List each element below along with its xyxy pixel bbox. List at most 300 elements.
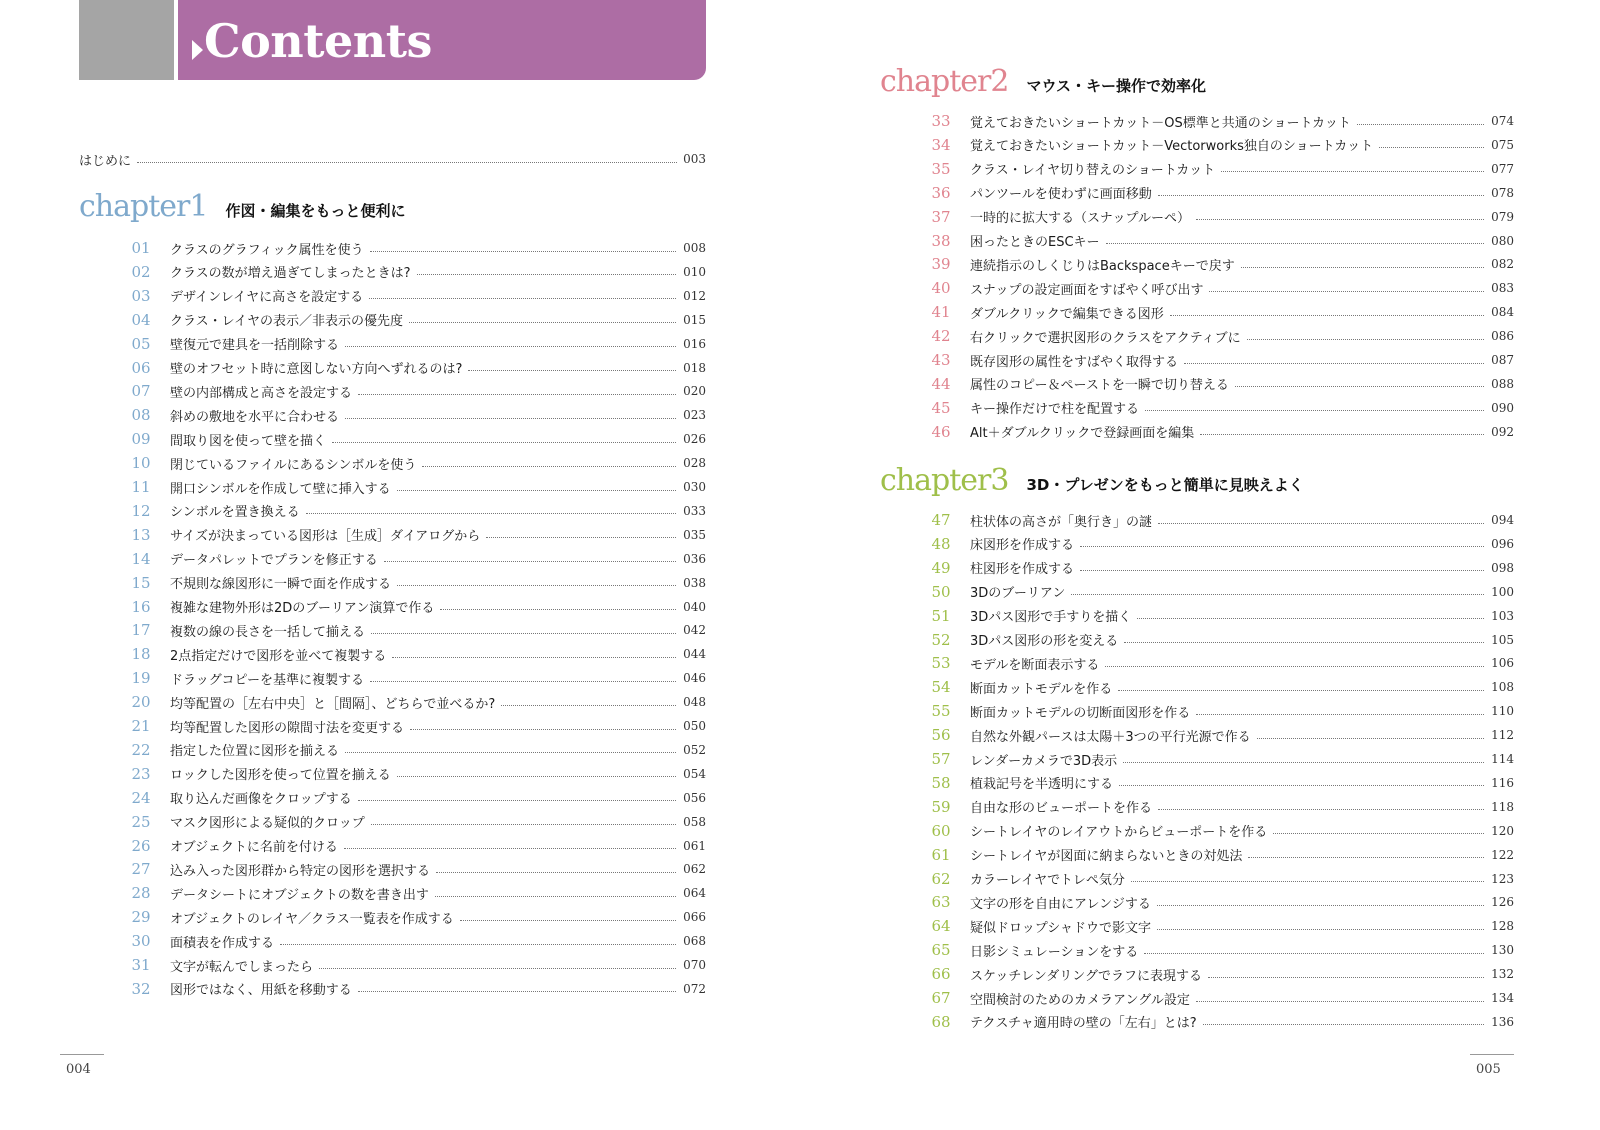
- toc-entry[interactable]: [120, 931, 706, 951]
- toc-entry[interactable]: [120, 477, 706, 497]
- leader-dots: [1124, 642, 1484, 643]
- toc-entry[interactable]: [120, 740, 706, 760]
- toc-entry-page: 086: [1491, 329, 1514, 344]
- toc-entry-number: 07: [131, 382, 151, 401]
- leader-dots: [410, 729, 676, 730]
- toc-entry-title: マスク図形による疑似的クロップ: [170, 816, 365, 832]
- toc-entry-number: 63: [931, 893, 951, 912]
- toc-entry[interactable]: [120, 812, 706, 832]
- toc-entry-page: 036: [683, 551, 706, 566]
- toc-entry-number: 24: [131, 788, 151, 807]
- toc-entry[interactable]: [920, 653, 1514, 673]
- page-number-left: 004: [66, 1062, 91, 1077]
- leader-dots: [137, 162, 677, 163]
- leader-dots: [369, 298, 676, 299]
- toc-entry-page: 010: [683, 264, 706, 279]
- toc-entry-number: 21: [131, 717, 151, 735]
- toc-entry-number: 01: [131, 239, 151, 257]
- toc-entry-page: 087: [1491, 353, 1514, 367]
- leader-dots: [1257, 738, 1484, 739]
- toc-entry-number: 58: [931, 773, 951, 792]
- toc-entry-number: 17: [131, 621, 151, 640]
- toc-entry[interactable]: [120, 262, 706, 282]
- toc-entry-title: 3Dパス図形で手すりを描く: [970, 610, 1132, 626]
- toc-entry[interactable]: [920, 845, 1514, 865]
- toc-entry-number: 26: [131, 836, 151, 855]
- leader-dots: [344, 848, 676, 849]
- toc-entry[interactable]: [120, 549, 706, 569]
- toc-entry-page: 042: [683, 623, 706, 638]
- toc-entry-page: 108: [1491, 680, 1514, 695]
- leader-dots: [306, 513, 676, 514]
- toc-entry-number: 54: [931, 678, 951, 697]
- toc-entry-title: クラスのグラフィック属性を使う: [170, 242, 364, 258]
- header-gray-block: [79, 0, 174, 80]
- toc-entry-number: 23: [131, 764, 151, 783]
- leader-dots: [1203, 1024, 1484, 1025]
- toc-entry-number: 02: [131, 262, 151, 281]
- toc-entry-number: 61: [931, 845, 951, 864]
- toc-entry-number: 18: [131, 645, 151, 664]
- triangle-bullet-icon: [192, 40, 203, 60]
- toc-entry-page: 062: [683, 862, 706, 877]
- toc-entry-title: 2点指定だけで図形を並べて複製する: [170, 648, 387, 664]
- toc-entry-title: スケッチレンダリングでラフに表現する: [970, 968, 1202, 984]
- toc-entry[interactable]: [920, 940, 1514, 960]
- toc-entry[interactable]: [920, 964, 1514, 984]
- chapter-heading-3: [880, 463, 1304, 498]
- toc-entry-title: 斜めの敷地を水平に合わせる: [170, 409, 340, 425]
- toc-entry-page: 058: [683, 814, 706, 829]
- toc-entry[interactable]: [920, 558, 1514, 578]
- toc-entry-page: 084: [1491, 305, 1514, 320]
- toc-entry-page: 088: [1491, 376, 1514, 391]
- toc-entry[interactable]: [920, 207, 1514, 227]
- toc-entry-page: 134: [1491, 991, 1514, 1005]
- toc-entry-title: スナップの設定画面をすばやく呼び出す: [970, 282, 1204, 298]
- leader-dots: [1273, 833, 1484, 834]
- toc-entry[interactable]: [920, 326, 1514, 346]
- toc-entry-page: 078: [1491, 185, 1514, 200]
- toc-entry-number: 14: [131, 549, 151, 568]
- toc-entry-page: 123: [1491, 871, 1514, 886]
- toc-entry-number: 43: [931, 351, 951, 369]
- toc-entry[interactable]: [920, 183, 1514, 203]
- toc-entry-page: 068: [683, 934, 706, 949]
- toc-entry-title: 壁の内部構成と高さを設定する: [170, 385, 353, 401]
- toc-entry-title: 一時的に拡大する（スナップルーペ）: [970, 211, 1190, 227]
- toc-entry-page: 026: [683, 432, 706, 447]
- leader-dots: [1184, 363, 1484, 364]
- toc-entry-title: 連続指示のしくじりはBackspaceキーで戻す: [970, 258, 1235, 274]
- toc-entry-page: 018: [683, 360, 706, 375]
- toc-entry[interactable]: [120, 597, 706, 617]
- toc-entry[interactable]: [120, 429, 706, 449]
- toc-entry-number: 59: [931, 797, 951, 816]
- leader-dots: [345, 752, 676, 753]
- toc-entry-page: 094: [1491, 513, 1514, 527]
- toc-entry-title: 困ったときのESCキー: [970, 235, 1100, 250]
- toc-entry[interactable]: [120, 668, 706, 688]
- leader-dots: [1123, 762, 1484, 763]
- toc-entry-number: 47: [931, 511, 951, 529]
- leader-dots: [1157, 905, 1484, 906]
- leader-dots: [280, 944, 676, 945]
- toc-entry-page: 030: [683, 480, 706, 494]
- toc-entry[interactable]: [920, 231, 1514, 251]
- leader-dots: [1196, 714, 1484, 715]
- toc-entry-page: 016: [683, 336, 706, 351]
- toc-entry-page: 105: [1491, 632, 1514, 647]
- leader-dots: [1137, 618, 1484, 619]
- toc-entry-number: 49: [931, 558, 951, 577]
- toc-entry-number: 65: [931, 941, 951, 960]
- leader-dots: [1119, 785, 1484, 786]
- leader-dots: [1208, 977, 1484, 978]
- toc-entry[interactable]: [120, 859, 706, 879]
- toc-entry[interactable]: [920, 159, 1514, 179]
- toc-entry[interactable]: [920, 510, 1514, 530]
- toc-entry-title: 図形ではなく、用紙を移動する: [170, 983, 352, 999]
- leader-dots: [397, 776, 676, 777]
- leader-dots: [1106, 243, 1484, 244]
- toc-entry-title: ドラッグコピーを基準に複製する: [170, 672, 364, 688]
- toc-entry[interactable]: [120, 979, 706, 999]
- chapter-title: 作図・編集をもっと便利に: [225, 202, 406, 220]
- toc-entry-title: 開口シンボルを作成して壁に挿入する: [170, 481, 391, 497]
- toc-entry-page: 106: [1491, 656, 1514, 671]
- toc-entry-title: データパレットでプランを修正する: [170, 553, 378, 569]
- leader-dots: [1158, 195, 1484, 196]
- toc-entry-title: 文字が転んでしまったら: [170, 959, 314, 975]
- toc-entry-page: 122: [1491, 847, 1514, 862]
- toc-entry-page: 046: [683, 671, 706, 686]
- leader-dots: [358, 800, 676, 801]
- toc-entry-number: 12: [131, 501, 151, 520]
- toc-entry-page: 054: [683, 766, 706, 781]
- toc-entry-number: 35: [931, 159, 951, 178]
- toc-entry-page: 072: [683, 981, 706, 996]
- toc-entry[interactable]: [120, 238, 706, 258]
- toc-entry-number: 46: [931, 422, 951, 441]
- toc-entry[interactable]: [920, 797, 1514, 817]
- toc-entry[interactable]: [920, 821, 1514, 841]
- chapter-word: chapter2: [880, 64, 1009, 99]
- toc-entry-page: 116: [1491, 775, 1514, 790]
- leader-dots: [1357, 124, 1484, 125]
- toc-entry-title: 柱状体の高さが「奥行き」の謎: [970, 514, 1153, 530]
- toc-entry-number: 28: [131, 884, 151, 903]
- leader-dots: [345, 346, 676, 347]
- leader-dots: [1196, 219, 1484, 220]
- toc-entry-number: 60: [931, 821, 951, 840]
- toc-entry-title: 既存図形の属性をすばやく取得する: [970, 354, 1179, 370]
- toc-entry[interactable]: [920, 988, 1514, 1008]
- toc-entry-number: 04: [131, 310, 151, 329]
- toc-entry-page: 020: [683, 384, 706, 399]
- toc-entry[interactable]: [920, 1012, 1514, 1032]
- leader-dots: [1105, 666, 1484, 667]
- folio-rule-right: [1470, 1054, 1514, 1055]
- toc-entry-number: 50: [931, 582, 951, 601]
- page-title: Contents: [204, 14, 432, 68]
- toc-entry-title: 複数の線の長さを一括して揃える: [170, 624, 366, 640]
- toc-entry-title: 間取り図を使って壁を描く: [170, 433, 327, 449]
- toc-entry-title: 複雑な建物外形は2Dのブーリアン演算で作る: [170, 601, 435, 616]
- toc-entry-title: レンダーカメラで3D表示: [970, 753, 1118, 769]
- leader-dots: [1379, 147, 1484, 148]
- chapter-title: 3D・プレゼンをもっと簡単に見映えよく: [1026, 476, 1304, 494]
- toc-entry-number: 40: [931, 279, 951, 298]
- toc-entry[interactable]: [120, 955, 706, 975]
- toc-entry-title: テクスチャ適用時の壁の「左右」とは?: [970, 1016, 1197, 1032]
- toc-entry-title: 均等配置した図形の隙間寸法を変更する: [170, 720, 405, 736]
- toc-entry-page: 130: [1491, 943, 1514, 958]
- toc-entry-page: 040: [683, 599, 706, 614]
- toc-entry-number: 25: [131, 812, 151, 831]
- toc-entry-number: 41: [931, 303, 951, 322]
- leader-dots: [1221, 171, 1484, 172]
- toc-entry[interactable]: [920, 302, 1514, 322]
- toc-entry-title: クラス・レイヤの表示／非表示の優先度: [170, 314, 403, 330]
- folio-rule-left: [60, 1054, 104, 1055]
- toc-entry-page: 077: [1491, 161, 1514, 176]
- leader-dots: [371, 633, 676, 634]
- toc-entry-number: 10: [131, 454, 151, 473]
- toc-entry[interactable]: [120, 286, 706, 306]
- toc-entry-page: 038: [683, 575, 706, 590]
- toc-entry[interactable]: [920, 582, 1514, 602]
- toc-entry-title: 込み入った図形群から特定の図形を選択する: [170, 863, 431, 879]
- leader-dots: [1080, 546, 1484, 547]
- toc-entry[interactable]: [920, 749, 1514, 769]
- toc-entry[interactable]: [120, 358, 706, 378]
- toc-entry[interactable]: [920, 398, 1514, 418]
- toc-entry[interactable]: [120, 573, 706, 593]
- toc-entry[interactable]: [120, 310, 706, 330]
- toc-entry-number: 33: [931, 112, 951, 130]
- toc-entry-page: 064: [683, 886, 706, 901]
- toc-entry[interactable]: [920, 677, 1514, 697]
- toc-entry[interactable]: [120, 453, 706, 473]
- toc-entry-number: 09: [131, 430, 151, 449]
- toc-entry-number: 05: [131, 334, 151, 353]
- toc-entry-title: 閉じているファイルにあるシンボルを使う: [170, 457, 417, 473]
- toc-entry-page: 080: [1491, 233, 1514, 248]
- leader-dots: [384, 561, 676, 562]
- leader-dots: [1118, 690, 1484, 691]
- toc-entry-page: 114: [1491, 752, 1514, 766]
- toc-entry-title: オブジェクトのレイヤ／クラス一覧表を作成する: [170, 911, 454, 927]
- leader-dots: [1145, 410, 1484, 411]
- toc-entry[interactable]: [920, 606, 1514, 626]
- toc-entry-page: 050: [683, 719, 706, 733]
- toc-entry-page: 110: [1491, 704, 1514, 719]
- toc-entry[interactable]: [920, 422, 1514, 442]
- toc-entry[interactable]: [120, 883, 706, 903]
- toc-entry[interactable]: [920, 630, 1514, 650]
- toc-entry-title: 断面カットモデルを作る: [970, 681, 1113, 697]
- toc-entry[interactable]: [120, 764, 706, 784]
- toc-entry-number: 31: [131, 956, 151, 974]
- chapter-word: chapter1: [79, 189, 208, 224]
- toc-entry-number: 62: [931, 869, 951, 888]
- leader-dots: [436, 872, 676, 873]
- leader-dots: [440, 609, 676, 610]
- toc-entry-title: シンボルを置き換える: [170, 505, 300, 521]
- toc-entry[interactable]: [920, 916, 1514, 936]
- toc-entry-page: 035: [683, 527, 706, 542]
- leader-dots: [345, 418, 676, 419]
- toc-entry-number: 34: [931, 135, 951, 154]
- toc-entry[interactable]: [920, 725, 1514, 745]
- toc-entry[interactable]: [920, 773, 1514, 793]
- toc-entry-number: 53: [931, 654, 951, 673]
- leader-dots: [501, 705, 676, 706]
- chapter-heading-2: [880, 64, 1207, 99]
- leader-dots: [1196, 1001, 1484, 1002]
- leader-dots: [1241, 267, 1484, 268]
- leader-dots: [1158, 809, 1484, 810]
- leader-dots: [370, 251, 676, 252]
- toc-entry-title: モデルを断面表示する: [970, 657, 1100, 673]
- page-number-right: 005: [1476, 1062, 1501, 1077]
- toc-entry-number: 06: [131, 358, 151, 377]
- toc-entry-title: 日影シミュレーションをする: [970, 944, 1139, 960]
- toc-entry[interactable]: [920, 374, 1514, 394]
- toc-entry-page: 044: [683, 647, 706, 662]
- toc-entry-page: 136: [1491, 1014, 1514, 1029]
- toc-entry-title: 壁のオフセット時に意図しない方向へずれるのは?: [170, 362, 463, 377]
- toc-entry[interactable]: [120, 788, 706, 808]
- toc-entry-number: 19: [131, 669, 151, 688]
- toc-entry-page: 012: [683, 288, 706, 303]
- toc-entry-number: 27: [131, 860, 151, 879]
- toc-intro-row[interactable]: [79, 150, 706, 168]
- toc-entry[interactable]: [120, 620, 706, 640]
- toc-entry-page: 023: [683, 408, 706, 423]
- toc-entry-title: 面積表を作成する: [170, 935, 275, 951]
- toc-entry-page: 033: [683, 503, 706, 518]
- leader-dots: [1080, 570, 1484, 571]
- toc-entry-number: 64: [931, 917, 951, 936]
- toc-entry[interactable]: [120, 405, 706, 425]
- leader-dots: [468, 370, 676, 371]
- toc-entry-number: 11: [131, 478, 151, 496]
- toc-entry[interactable]: [120, 644, 706, 664]
- toc-entry-number: 38: [931, 231, 951, 250]
- toc-entry-number: 39: [931, 255, 951, 274]
- toc-entry-title: 取り込んだ画像をクロップする: [170, 792, 352, 808]
- toc-entry[interactable]: [920, 350, 1514, 370]
- toc-entry-title: 断面カットモデルの切断面図形を作る: [970, 705, 1191, 721]
- toc-entry-title: 植栽記号を半透明にする: [970, 777, 1114, 793]
- toc-entry-page: 075: [1491, 137, 1514, 152]
- chapter-heading-1: [79, 189, 406, 224]
- toc-entry-page: 061: [683, 838, 706, 853]
- toc-entry-title: オブジェクトに名前を付ける: [170, 840, 338, 855]
- toc-entry[interactable]: [920, 869, 1514, 889]
- toc-entry[interactable]: [920, 254, 1514, 274]
- leader-dots: [1144, 953, 1484, 954]
- chapter-word: chapter3: [880, 463, 1009, 498]
- toc-entry-page: 008: [683, 241, 706, 255]
- toc-entry-number: 66: [931, 965, 951, 984]
- toc-entry-title: シートレイヤのレイアウトからビューポートを作る: [970, 825, 1268, 841]
- toc-entry-title: 柱図形を作成する: [970, 562, 1075, 578]
- toc-entry-title: サイズが決まっている図形は［生成］ダイアログから: [170, 529, 481, 545]
- leader-dots: [371, 824, 676, 825]
- toc-entry[interactable]: [920, 278, 1514, 298]
- leader-dots: [1200, 434, 1484, 435]
- toc-entry-number: 48: [931, 534, 951, 553]
- toc-entry-page: 074: [1491, 114, 1514, 128]
- leader-dots: [486, 537, 676, 538]
- toc-entry-number: 42: [931, 327, 951, 346]
- leader-dots: [1248, 857, 1484, 858]
- toc-entry-title: ロックした図形を使って位置を揃える: [170, 768, 391, 784]
- toc-entry[interactable]: [120, 716, 706, 736]
- toc-entry-title: 均等配置の［左右中央］と［間隔］、どちらで並べるか?: [170, 696, 496, 712]
- toc-entry[interactable]: [120, 525, 706, 545]
- toc-entry-title: 覚えておきたいショートカット－Vectorworks独自のショートカット: [970, 139, 1374, 155]
- toc-entry-title: 右クリックで選択図形のクラスをアクティブに: [970, 330, 1241, 346]
- toc-entry-number: 37: [931, 207, 951, 226]
- leader-dots: [417, 274, 676, 275]
- toc-entry-number: 55: [931, 702, 951, 721]
- toc-entry[interactable]: [120, 907, 706, 927]
- toc-entry-page: 052: [683, 742, 706, 757]
- toc-entry[interactable]: [120, 381, 706, 401]
- leader-dots: [1209, 291, 1484, 292]
- toc-entry[interactable]: [920, 135, 1514, 155]
- toc-entry-page: 070: [683, 958, 706, 972]
- intro-label: はじめに: [79, 153, 132, 169]
- toc-entry-title: 3Dのブーリアン: [970, 586, 1066, 602]
- toc-entry[interactable]: [920, 534, 1514, 554]
- toc-entry-title: データシートにオブジェクトの数を書き出す: [170, 887, 429, 903]
- toc-entry-title: キー操作だけで柱を配置する: [970, 402, 1140, 418]
- toc-entry-title: ダブルクリックで編集できる図形: [970, 306, 1164, 322]
- toc-entry-page: 092: [1491, 424, 1514, 439]
- toc-entry[interactable]: [920, 111, 1514, 131]
- leader-dots: [435, 896, 676, 897]
- leader-dots: [409, 322, 676, 323]
- toc-entry-number: 68: [931, 1012, 951, 1031]
- intro-page: 003: [683, 152, 706, 166]
- leader-dots: [397, 585, 676, 586]
- toc-entry-number: 16: [131, 597, 151, 616]
- toc-entry-title: 床図形を作成する: [970, 538, 1075, 554]
- toc-entry-title: 疑似ドロップシャドウで影文字: [970, 920, 1151, 936]
- toc-entry-title: 属性のコピー＆ペーストを一瞬で切り替える: [970, 378, 1229, 394]
- toc-entry[interactable]: [120, 334, 706, 354]
- toc-entry-number: 36: [931, 183, 951, 202]
- toc-entry-page: 056: [683, 790, 706, 805]
- leader-dots: [1247, 339, 1484, 340]
- toc-entry-number: 57: [931, 750, 951, 768]
- leader-dots: [1170, 315, 1484, 316]
- toc-entry-number: 52: [931, 630, 951, 649]
- toc-entry[interactable]: [920, 892, 1514, 912]
- toc-entry[interactable]: [120, 501, 706, 521]
- toc-entry[interactable]: [120, 836, 706, 856]
- toc-entry[interactable]: [120, 692, 706, 712]
- toc-entry-page: 048: [683, 695, 706, 710]
- toc-entry[interactable]: [920, 701, 1514, 721]
- toc-entry-page: 082: [1491, 257, 1514, 272]
- toc-entry-page: 096: [1491, 536, 1514, 551]
